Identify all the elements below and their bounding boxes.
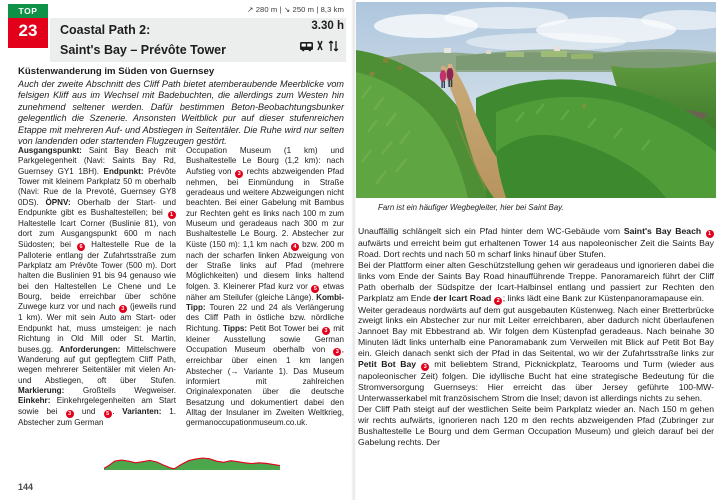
info-label: Tipps: [222,323,248,333]
stairs-icon [329,41,338,51]
paragraph: Weiter geradeaus nordwärts auf dem gut ausgebauten Küstenweg. Nach einer Bretterbrücke zweigt links ein Abstecher zur nur mit Leiter erreichbaren, aber dadurch nicht überlaufenen Jannoet Bay mit Ebbestrand ab. Wir folgen dem Küstenpfad geradeaus. Nach beinahe 30 Minuten lädt links unterhalb eine Panoramabank zum Verweilen mit Blick auf Petit Bot Bay ein. Gleich danach senkt sich der Pfad in das Seitental, wo wir der Zufahrtsstraße links zur Petit Bot Bay 3 mit beliebtem Strand, Picknickplatz, Tearooms und Turm (wieder aus napoleonischer Zeit) folgen. Die idyllische Bucht hat eine strategische Bedeutung für die Stromversorgung Guernseys: Hier erreicht das über Jersey geführte 100-MW-Unterwasserkabel mit französischem Strom die Insel; davon ist allerdings nichts zu sehen. [358,304,714,403]
paragraph: Der Cliff Path steigt auf der westlichen Seite beim Parkplatz wieder an. Nach 150 m gehen wir rechts aufwärts, ignorieren nach 120 m den rechts abzweigenden Pfad (Zubringer zur Bushaltestelle Le Bourg und dem German Occupation Museum) und gleich darauf bei der Gabelung rechts. Der [358,403,714,447]
main-route-description [358,226,714,447]
info-label: Einkehr: [18,396,51,406]
waypoint-marker: 3 [322,327,330,335]
intro-paragraph: Auch der zweite Abschnitt des Cliff Path bietet atemberaubende Meerblicke vom felsigen Kliff aus im Wechsel mit Badebuchten, die allerdings zum Westen hin zunehmend seltener werden. Dafür bestimmen Beton-Beobachtungsbunker gelegentlich die Szenerie. Ansonsten Weitblick pur auf dieser stufenreichen Etappe mit mehreren Auf- und Abstiegen in Seitentäler. Die Ruhe wird nur selten von landenden oder startenden Flugzeugen gestört. [18,79,344,147]
waypoint-marker: 3 [119,305,127,313]
waypoint-marker: 6 [77,243,85,251]
waypoint-marker: 3 [421,363,429,371]
duration-stat: 3.30 h [311,20,344,32]
page-title-line1: Coastal Path 2: [60,23,151,37]
paragraph: Bei der Plattform einer alten Geschützstellung gehen wir geradeaus und ignorieren dabei die links vom Ende der Saints Bay Road hinaufführende Treppe. Panoramareich führt der Cliff Path oberhalb der Südspitze der Icart-Halbinsel entlang und passiert zur Rechten den Parkplatz am Ende der Icart Road 2 ; links lädt eine Bank zur Küstenpanoramapause ein. [358,259,714,304]
paragraph: Unauffällig schlängelt sich ein Pfad hinter dem WC-Gebäude vom Saint's Bay Beach 1 aufwärts und erreicht beim gut erhaltenen Tower 14 aus napoleonischer Zeit die Saints Bay Road. Dort rechts und nach 50 m scharf links hinauf über Stufen. [358,226,714,259]
waypoint-marker: 3 [66,410,74,418]
info-label: ÖPNV: [45,197,71,207]
info-label: Ausgangspunkt: [18,146,82,155]
info-label: Markierung: [18,385,65,395]
photo-caption: Farn ist ein häufiger Wegbegleiter, hier bei Saint Bay. [378,203,564,212]
elevation-profile-svg [18,424,344,480]
waypoint-marker: 4 [291,243,299,251]
waypoint-marker: 5 [104,410,112,418]
info-label: Anforderungen: [59,344,121,354]
waypoint-marker: 5 [311,285,319,293]
waypoint-marker: 3 [235,170,243,178]
photo-illustration [356,2,716,198]
amenity-icon-group [300,40,344,52]
intro-heading: Küstenwanderung im Süden von Guernsey [18,66,215,77]
left-page [0,0,352,500]
page-number: 144 [18,482,34,492]
info-column-left: Ausgangspunkt: Saint Bay Beach mit Parkgelegenheit (Navi: Saints Bay Rd, Guernsey GY1 1BH). Endpunkt: Prévôte Tower mit kleinem Parkplatz 50 m oberhalb (Navi: Rue de la Prevoté, Guernsey GY8 0DS). ÖPNV: Oberhalb der Start- und Endpunkte gibt es Bushaltestellen; bei 1 Haltestelle Icart Corner (Buslinie 81), von dort zum Ausgangspunkt 600 m nach Südosten; bei 6 Haltestelle Rue de la Palloterie entlang der Zufahrtsstraße zum Parkplatz am Prévôte Tower (500 m). Dort halten die Buslinien 91 bis 94 genauso wie bei den Haltestellen Le Chene und Le Bourg, beide erreichbar über schöne Zuwege kurz vor und nach 3 (jeweils rund 1 km). Wer mit sein Auto am Start- oder Endpunkt hat, muss umsteigen: je nach Richtung in Old Mill oder St. Martin, buses.gg. Anforderungen: Mittelschwere Wanderung auf gut gepflegtem Cliff Path, wegen mehrerer Seitentäler mit vielen An- und Abstiegen, oft über Stufen. Markierung: Großteils Wegweiser. Einkehr: Einkehrgelegenheiten am Start sowie bei 3 und 5 . Varianten: 1. Abstecher zum German [18,146,177,427]
waypoint-marker: 1 [168,211,176,219]
waypoint-marker: 3 [333,348,341,356]
info-column-right: Occupation Museum (1 km) und Bushaltestelle Le Bourg (1,2 km): nach Aufstieg von 3 rechts abzweigenden Pfad nehmen, bei Einmündung in Straße geradeaus und weitere Abzweigungen nicht beachten. Bei einer Gabelung mit Bambus zur Rechten geht es links nach 100 m zum Museum und geradeaus nach 300 m zur Bushaltestelle Le Bourg. 2. Abstecher zur Küste (150 m): 1,1 km nach 4 bzw. 200 m nach der scharfen linken Abzweigung von der Straße links auf Pfad (mehrere Möglichkeiten) und diesem links haltend folgen. 3. Kleinerer Pfad kurz vor 5 etwas näher am Steilufer (gleiche Länge). Kombi-Tipp: Touren 22 und 24 als Verlängerung des Cliff Path in östliche bzw. nördliche Richtung. Tipps: Petit Bot Tower bei 3 mit kleiner Ausstellung sowie German Occupation Museum oberhalb von 3 , erreichbar über einen 1 km langen Abstecher (→ Variante 1). Das Museum informiert mit zahlreichen Originalexponaten über die deutsche Besatzung und dokumentiert dabei den Alltag der Insulaner im Zweiten Weltkrieg, germanoccupationmuseum.co.uk. [186,146,345,428]
page-title-line2: Saint's Bay – Prévôte Tower [60,43,226,57]
restaurant-icon [318,41,322,50]
right-page [356,0,720,500]
elevation-distance-stats: ↗ 280 m | ↘ 250 m | 8,3 km [247,5,344,14]
info-label: Kombi-Tipp: [186,292,344,313]
tour-badge [8,4,48,48]
amenity-icons [300,40,344,55]
badge-tour-number: 23 [8,18,48,48]
info-label: Varianten: [122,406,162,416]
elevation-profile-chart [18,424,344,480]
info-label: Endpunkt: [103,166,144,176]
badge-top-label: TOP [8,4,48,18]
bus-icon [300,42,313,51]
waypoint-marker: 1 [706,230,714,238]
coastal-path-photo [356,2,716,198]
waypoint-marker: 2 [494,297,502,305]
